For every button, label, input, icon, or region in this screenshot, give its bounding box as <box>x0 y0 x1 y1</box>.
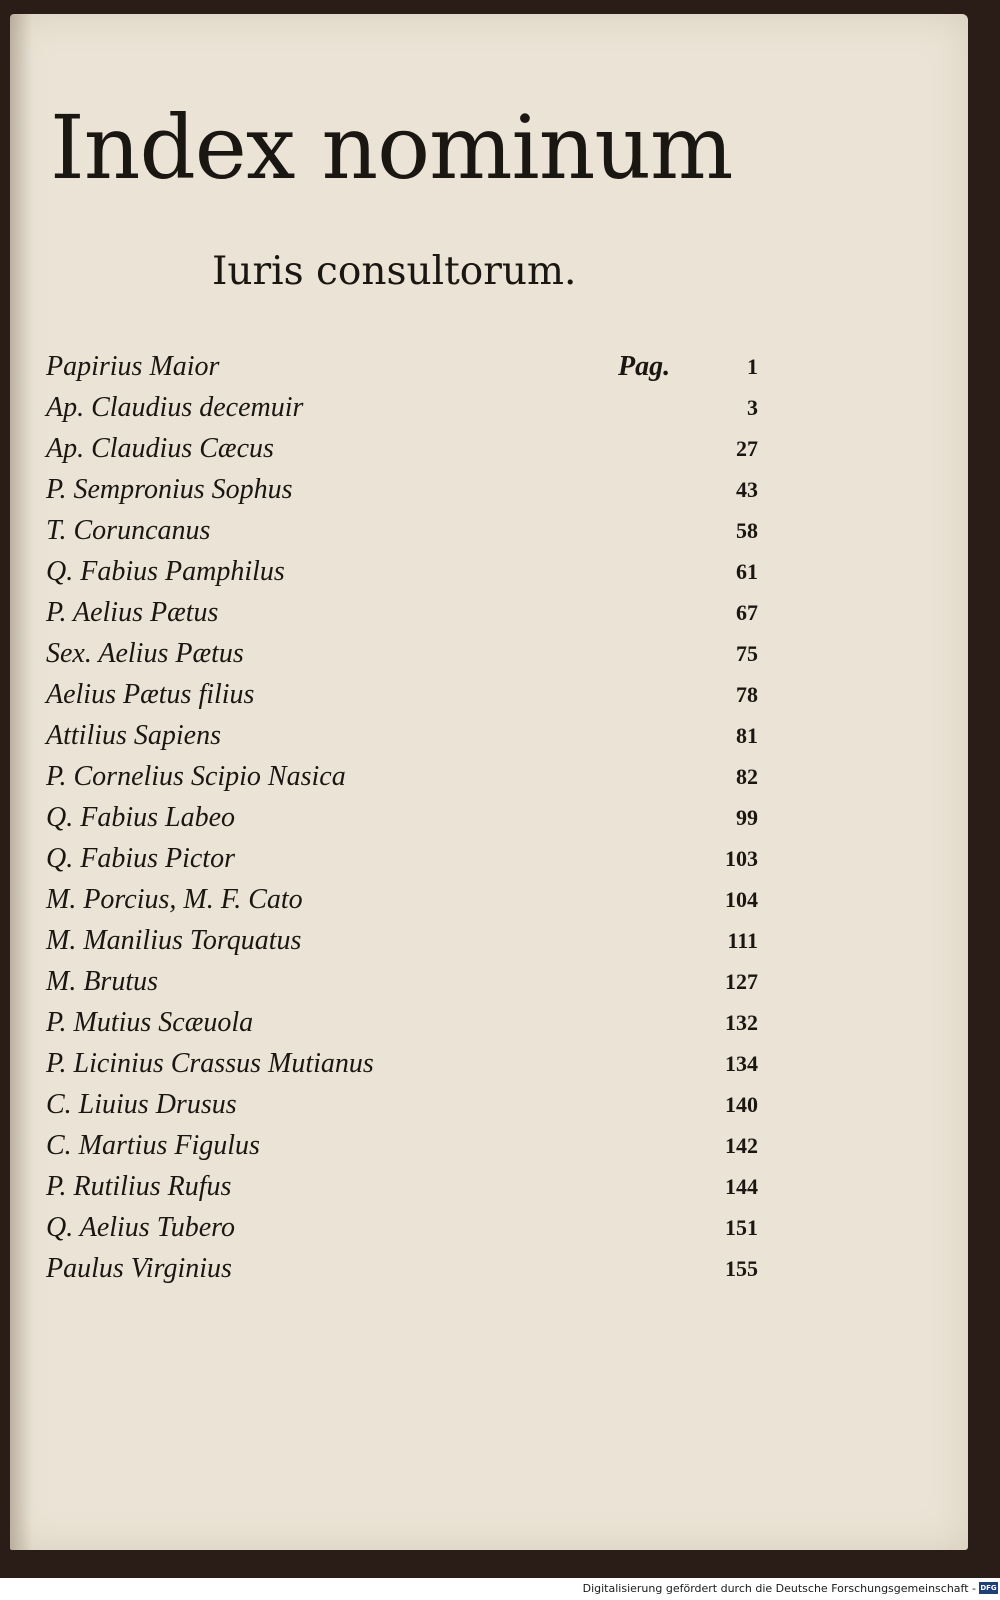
entry-page-number: 99 <box>736 805 758 830</box>
entry-page-number: 127 <box>725 969 758 994</box>
entry-page-number: 155 <box>725 1256 758 1281</box>
index-entry <box>46 633 766 674</box>
entry-name: C. Martius Figulus <box>46 1130 260 1161</box>
index-entry <box>46 674 766 715</box>
entry-page-number: 75 <box>736 641 758 666</box>
entry-name: Q. Fabius Pictor <box>46 843 235 874</box>
entry-name: P. Aelius Pætus <box>46 597 219 628</box>
entry-page-number: 82 <box>736 764 758 789</box>
index-entry <box>46 346 766 387</box>
index-list <box>46 346 766 1289</box>
entry-page-number: 111 <box>727 928 758 953</box>
entry-name: Attilius Sapiens <box>46 720 221 751</box>
entry-page-number: 140 <box>725 1092 758 1117</box>
entry-name: Ap. Claudius decemuir <box>46 392 304 423</box>
entry-name: Ap. Claudius Cæcus <box>46 433 274 464</box>
index-entry <box>46 510 766 551</box>
entry-page-number: 27 <box>736 436 758 461</box>
entry-name: C. Liuius Drusus <box>46 1089 237 1120</box>
entry-name: T. Coruncanus <box>46 515 211 546</box>
page-title: Index nominum <box>50 96 733 199</box>
index-entry <box>46 1084 766 1125</box>
dfg-logo-icon: DFG <box>980 1584 997 1592</box>
index-entry <box>46 920 766 961</box>
digitization-footer <box>0 1578 1000 1600</box>
entry-name: P. Rutilius Rufus <box>46 1171 232 1202</box>
index-entry <box>46 592 766 633</box>
entry-name: Sex. Aelius Pætus <box>46 638 244 669</box>
index-entry <box>46 756 766 797</box>
entry-name: P. Licinius Crassus Mutianus <box>46 1048 374 1079</box>
index-entry <box>46 1043 766 1084</box>
entry-name: Papirius Maior <box>46 351 220 382</box>
page-spine-shadow <box>10 14 32 1550</box>
index-entry <box>46 715 766 756</box>
entry-name: Q. Aelius Tubero <box>46 1212 236 1243</box>
index-entry <box>46 1002 766 1043</box>
entry-name: M. Manilius Torquatus <box>46 925 302 956</box>
entry-page-number: 3 <box>747 395 758 420</box>
entry-page-number: 81 <box>736 723 758 748</box>
entry-page-number: 134 <box>725 1051 758 1076</box>
entry-page-number: 58 <box>736 518 758 543</box>
entry-page-number: 78 <box>736 682 758 707</box>
index-entry <box>46 1125 766 1166</box>
index-entry <box>46 1248 766 1289</box>
entry-name: Paulus Virginius <box>46 1253 232 1284</box>
index-entry <box>46 551 766 592</box>
entry-name: Aelius Pætus filius <box>46 679 255 710</box>
funding-credit: Digitalisierung gefördert durch die Deutsche Forschungsgemeinschaft - <box>582 1582 976 1595</box>
page-column-label: Pag. <box>618 351 671 382</box>
entry-page-number: 104 <box>725 887 758 912</box>
entry-page-number: 67 <box>736 600 758 625</box>
index-entry <box>46 1166 766 1207</box>
index-entry <box>46 879 766 920</box>
index-entry <box>46 838 766 879</box>
entry-name: Q. Fabius Pamphilus <box>46 556 285 587</box>
entry-name: Q. Fabius Labeo <box>46 802 235 833</box>
entry-page-number: 151 <box>725 1215 758 1240</box>
index-entry <box>46 428 766 469</box>
index-entry <box>46 387 766 428</box>
entry-page-number: 1 <box>747 354 758 379</box>
index-entry <box>46 469 766 510</box>
entry-page-number: 142 <box>725 1133 758 1158</box>
book-page <box>10 14 968 1550</box>
index-entry <box>46 797 766 838</box>
entry-name: P. Mutius Scæuola <box>46 1007 254 1038</box>
index-entry <box>46 961 766 1002</box>
entry-page-number: 132 <box>725 1010 758 1035</box>
entry-page-number: 43 <box>736 477 758 502</box>
entry-name: P. Sempronius Sophus <box>46 474 293 505</box>
index-entry <box>46 1207 766 1248</box>
entry-page-number: 144 <box>725 1174 758 1199</box>
entry-page-number: 103 <box>725 846 758 871</box>
entry-page-number: 61 <box>736 559 758 584</box>
entry-name: P. Cornelius Scipio Nasica <box>46 761 346 792</box>
entry-name: M. Porcius, M. F. Cato <box>46 884 303 915</box>
page-subtitle: Iuris consultorum. <box>212 249 577 294</box>
entry-name: M. Brutus <box>46 966 158 997</box>
